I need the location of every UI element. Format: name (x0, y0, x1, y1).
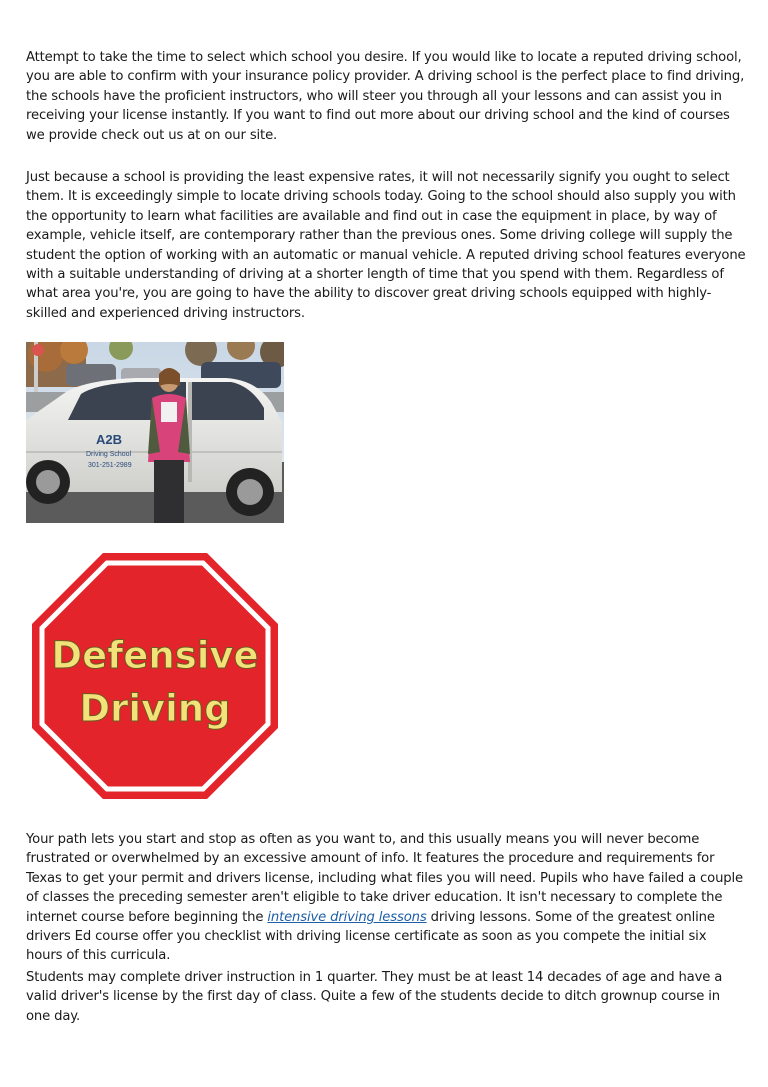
paragraph-1: Attempt to take the time to select which school you desire. If you would like to locate a reputed driving school, you are able to confirm with your insurance policy provider. A driving school is the perfect place to find driving, the schools have the proficient instructors, who will steer you through all your lessons and can assist you in receiving your license instantly. If you want to find out more about our driving school and the kind of courses we provide check out us at on our site. (26, 50, 745, 143)
intensive-driving-lessons-link[interactable]: intensive driving lessons (267, 909, 427, 925)
paragraph-2: Just because a school is providing the least expensive rates, it will not necessarily signify you ought to select them. It is exceedingly simple to locate driving schools today. Going to the school should also supply you with the opportunity to learn what facilities are available and find out in case the equipment in place, by way of example, vehicle itself, are contemporary rather than the previous ones. Some driving college will supply the student the option of working with an automatic or manual vehicle. A reputed driving school features everyone with a suitable understanding of driving at a shorter length of time that you spend with them. Regardless of what area you're, you are going to have the ability to discover great driving schools equipped with highly-skilled and experienced driving instructors. (26, 170, 746, 321)
sign-line-2: Driving (79, 687, 231, 730)
car-school-text: Driving School (86, 451, 132, 458)
sign-line-1: Defensive (51, 634, 259, 677)
defensive-driving-sign (30, 551, 280, 801)
paragraph-3 (26, 830, 746, 966)
car-brand-text: A2B (96, 432, 123, 447)
paragraph-3-text-a: Your path lets you start and stop as often as you want to, and this usually means you will never become frustrated or overwhelmed by an excessive amount of info. It features the procedure and requirements for Texas to get your permit and drivers license, including what files you will need. Pupils who have failed a couple of classes the preceding semester aren't eligible to take driver education. It isn't necessary to complete the internet course before beginning the (26, 832, 743, 925)
car-phone-text: 301-251-2989 (88, 462, 132, 469)
driving-school-car-photo (26, 342, 284, 523)
paragraph-3-text-b: driving lessons. Some of the greatest online drivers Ed course offer you checklist with driving license certificate as soon as you compete the initial six hours of this curricula. (26, 909, 715, 964)
paragraph-4: Students may complete driver instruction in 1 quarter. They must be at least 14 decades of age and have a valid driver's license by the first day of class. Quite a few of the students decide to ditch grownup course in one day. (26, 970, 723, 1024)
